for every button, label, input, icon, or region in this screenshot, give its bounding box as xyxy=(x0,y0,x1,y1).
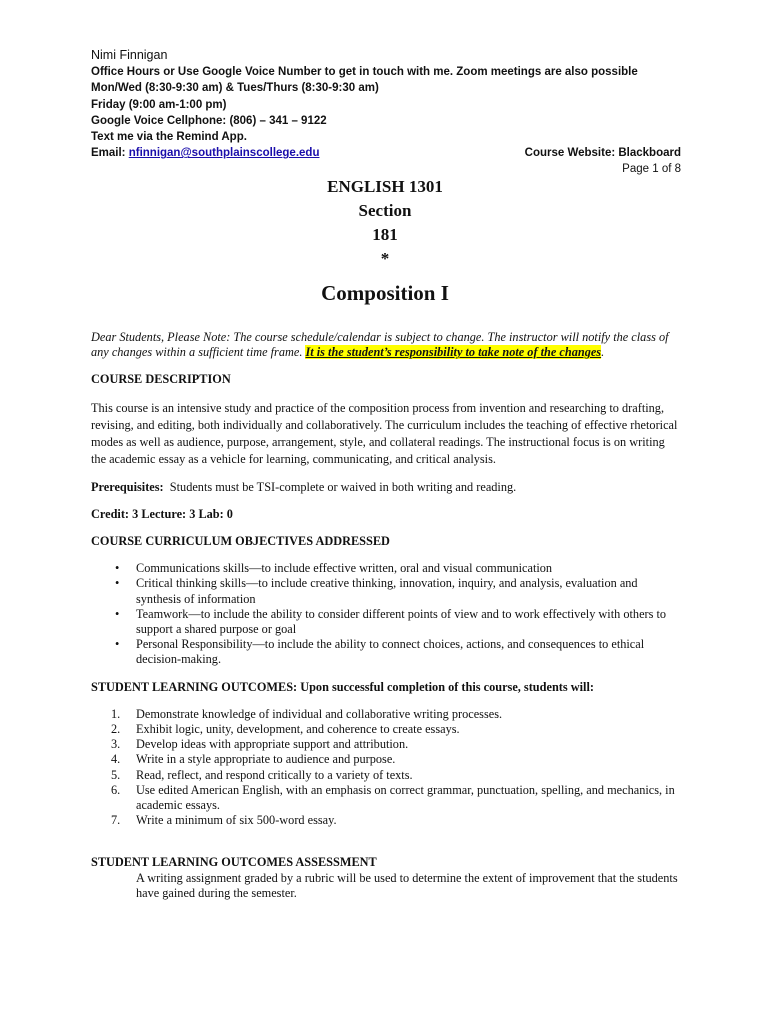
list-item: 7. Write a minimum of six 500-word essay. xyxy=(111,813,337,828)
instructor-name: Nimi Finnigan xyxy=(91,48,168,62)
course-code: ENGLISH 1301 xyxy=(327,177,443,196)
list-item: 1. Demonstrate knowledge of individual and collaborative writing processes. xyxy=(111,706,503,721)
list-item: 5. Read, reflect, and respond critically to a variety of texts. xyxy=(111,767,413,782)
page-number: Page 1 of 8 xyxy=(622,163,681,176)
section-number: 181 xyxy=(372,225,398,244)
instructor-header xyxy=(91,47,681,178)
note-text: Dear Students, Please Note: The course schedule/calendar is subject to change. The instructor will notify the class of any changes within a sufficient time frame. xyxy=(91,330,669,360)
syllabus-body xyxy=(91,330,681,901)
assessment-heading: STUDENT LEARNING OUTCOMES ASSESSMENT xyxy=(91,855,377,870)
list-item: 2. Exhibit logic, unity, development, and coherence to create essays. xyxy=(111,722,460,737)
email-row xyxy=(91,145,681,161)
course-website: Course Website: Blackboard xyxy=(524,147,681,160)
assessment-text: A writing assignment graded by a rubric will be used to determine the extent of improvement that the students have gained during the semester. xyxy=(136,870,678,900)
objectives-list xyxy=(91,561,681,667)
section-label: Section xyxy=(358,201,412,220)
list-item: 3. Develop ideas with appropriate support and attribution. xyxy=(111,737,409,752)
note-highlight: It is the student’s responsibility to take note of the changes xyxy=(305,345,602,360)
outcomes-list xyxy=(91,707,681,829)
schedule-change-note xyxy=(91,330,681,360)
credit-hours: Credit: 3 Lecture: 3 Lab: 0 xyxy=(91,506,233,521)
title-star: * xyxy=(380,249,390,268)
office-hours-line: Office Hours or Use Google Voice Number to get in touch with me. Zoom meetings are also possible xyxy=(91,66,638,79)
list-item: 6. Use edited American English, with an emphasis on correct grammar, punctuation, spelling, and mechanics, in academic essays. xyxy=(111,782,675,813)
prerequisites-label: Prerequisites: xyxy=(91,479,164,494)
list-item: • Critical thinking skills—to include creative thinking, innovation, inquiry, and analysis, evaluation and synthesis of information xyxy=(91,576,681,606)
google-voice-phone: Google Voice Cellphone: (806) – 341 – 9122 xyxy=(91,114,327,127)
list-item: • Communications skills—to include effective written, oral and visual communication xyxy=(91,561,681,576)
list-item: • Personal Responsibility—to include the ability to connect choices, actions, and consequences to ethical decision-making. xyxy=(91,637,681,667)
objectives-heading: COURSE CURRICULUM OBJECTIVES ADDRESSED xyxy=(91,534,390,549)
course-description-text: This course is an intensive study and practice of the composition process from invention and researching to drafting, revising, and editing, both individually and collaboratively. The curriculum includes the teaching of effective rhetorical modes as well as audience, purpose, arrangement, style, and collateral readings. The instructional focus is on writing the academic essay as a vehicle for learning, communicating, and critical analysis. xyxy=(91,400,678,466)
office-hours-mon-wed: Mon/Wed (8:30-9:30 am) & Tues/Thurs (8:30-9:30 am) xyxy=(91,82,379,95)
course-name: Composition I xyxy=(321,281,449,305)
list-item: • Teamwork—to include the ability to consider different points of view and to work effectively with others to support a shared purpose or goal xyxy=(91,607,681,637)
email-link[interactable]: nfinnigan@southplainscollege.edu xyxy=(128,147,320,160)
outcomes-heading: STUDENT LEARNING OUTCOMES: Upon successful completion of this course, students will: xyxy=(91,679,594,694)
course-title-block xyxy=(0,175,770,305)
note-end: . xyxy=(601,345,605,360)
email-label: Email: xyxy=(91,147,129,160)
list-item: 4. Write in a style appropriate to audience and purpose. xyxy=(111,752,396,767)
prerequisites-text: Students must be TSI-complete or waived in both writing and reading. xyxy=(169,479,517,494)
prerequisites xyxy=(91,480,681,495)
office-hours-friday: Friday (9:00 am-1:00 pm) xyxy=(91,98,227,111)
remind-app-note: Text me via the Remind App. xyxy=(91,131,247,144)
course-description-heading: COURSE DESCRIPTION xyxy=(91,372,231,387)
